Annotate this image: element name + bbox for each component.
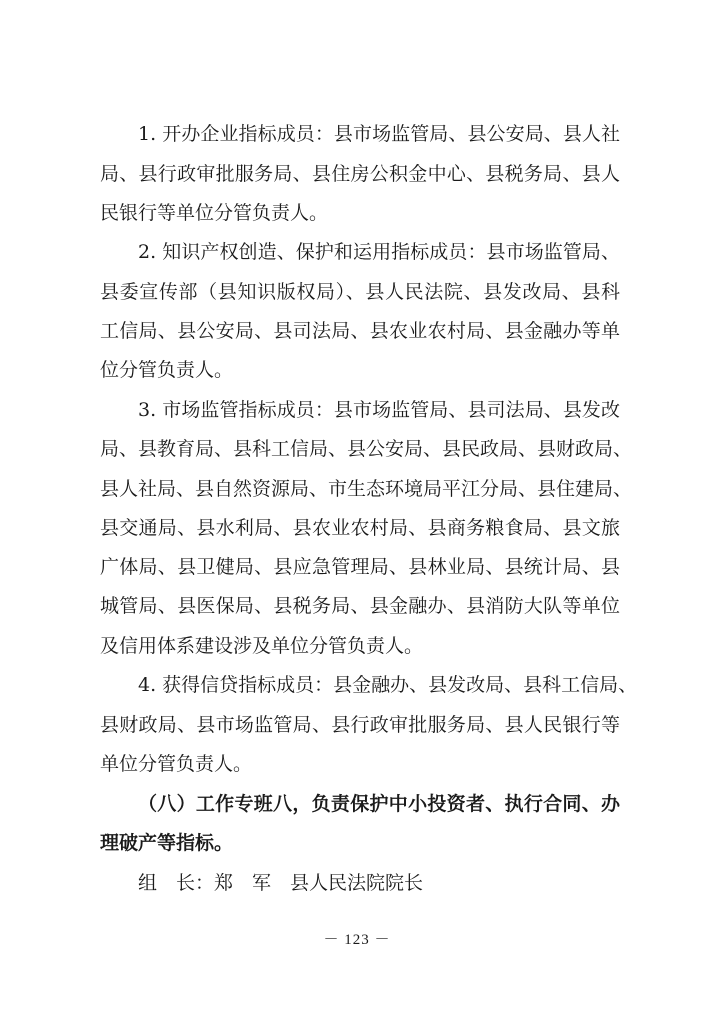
paragraph-3-line-2: 局、县教育局、县科工信局、县公安局、县民政局、县财政局、 [100, 438, 633, 460]
paragraph-3-line-4: 县交通局、县水利局、县农业农村局、县商务粮食局、县文旅 [100, 517, 620, 539]
paragraph-3-line-6: 城管局、县医保局、县税务局、县金融办、县消防大队等单位 [100, 595, 620, 617]
paragraph-3-line-5: 广体局、县卫健局、县应急管理局、县林业局、县统计局、县 [100, 556, 620, 578]
paragraph-1-line-3: 民银行等单位分管负责人。 [100, 202, 329, 224]
paragraph-2-line-3: 工信局、县公安局、县司法局、县农业农村局、县金融办等单 [100, 320, 620, 342]
paragraph-3-line-7: 及信用体系建设涉及单位分管负责人。 [100, 635, 424, 657]
section-heading-line-2: 理破产等指标。 [100, 832, 234, 854]
paragraph-1-line-1: 1. 开办企业指标成员：县市场监管局、县公安局、县人社 [138, 123, 620, 145]
paragraph-2-line-1: 2. 知识产权创造、保护和运用指标成员：县市场监管局、 [138, 241, 620, 263]
paragraph-2-line-4: 位分管负责人。 [100, 359, 234, 381]
page-number: － 123 － [323, 932, 391, 948]
paragraph-4-line-3: 单位分管负责人。 [100, 753, 253, 775]
paragraph-3-line-1: 3. 市场监管指标成员：县市场监管局、县司法局、县发改 [138, 399, 620, 421]
paragraph-3-line-3: 县人社局、县自然资源局、市生态环境局平江分局、县住建局、 [100, 478, 633, 500]
paragraph-4-line-2: 县财政局、县市场监管局、县行政审批服务局、县人民银行等 [100, 714, 620, 736]
paragraph-1-line-2: 局、县行政审批服务局、县住房公积金中心、县税务局、县人 [100, 163, 620, 185]
paragraph-2-line-2: 县委宣传部（县知识版权局）、县人民法院、县发改局、县科 [100, 281, 620, 303]
paragraph-4-line-1: 4. 获得信贷指标成员：县金融办、县发改局、县科工信局、 [138, 674, 638, 696]
section-heading-line-1: （八）工作专班八，负责保护中小投资者、执行合同、办 [138, 793, 620, 815]
group-leader-line: 组 长：郑 军 县人民法院院长 [138, 872, 424, 894]
